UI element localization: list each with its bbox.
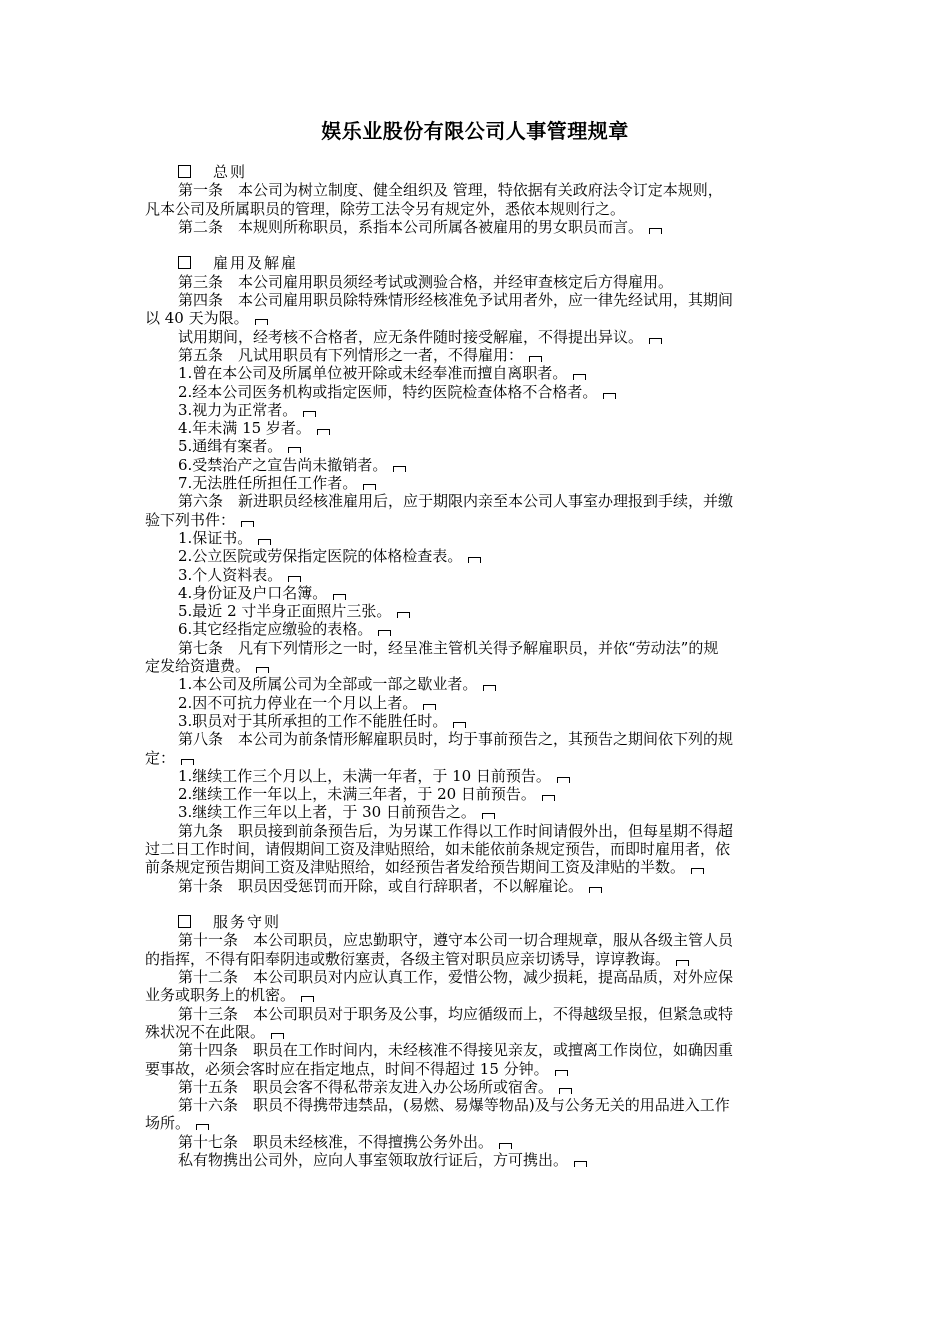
paragraph-line	[145, 877, 807, 895]
paragraph-mark-icon	[303, 411, 316, 417]
line-text: 第二条 本规则所称职员，系指本公司所属各被雇用的男女职员而言。	[178, 217, 644, 236]
paragraph-mark-icon	[499, 1143, 512, 1149]
line-text: 试用期间，经考核不合格者，应无条件随时接受解雇，不得提出异议。	[178, 327, 644, 346]
paragraph-mark-icon	[559, 1088, 572, 1094]
line-text: 的指挥，不得有阳奉阴违或敷衍塞责，各级主管对职员应亲切诱导，谆谆教诲。	[145, 949, 671, 968]
paragraph-line	[145, 1133, 807, 1151]
paragraph-line	[145, 1151, 807, 1169]
paragraph-continuation-line	[145, 1060, 807, 1078]
paragraph-continuation-line	[145, 858, 807, 876]
paragraph-mark-icon	[378, 630, 391, 636]
line-text: 第一条 本公司为树立制度、健全组织及 管理，特依据有关政府法令订定本规则，	[178, 181, 723, 200]
paragraph-line	[145, 328, 807, 346]
paragraph-line	[145, 620, 807, 638]
line-text: 7.无法胜任所担任工作者。	[178, 474, 358, 493]
paragraph-line	[145, 675, 807, 693]
line-text: 6.其它经指定应缴验的表格。	[178, 620, 373, 639]
paragraph-line	[145, 383, 807, 401]
line-text: 第六条 新进职员经核准雇用后，应于期限内亲至本公司人事室办理报到手续，并缴	[178, 492, 734, 511]
section-heading-text: 服务守则	[213, 913, 282, 932]
line-text: 凡本公司及所属职员的管理，除劳工法令另有规定外，悉依本规则行之。	[145, 199, 626, 218]
paragraph-line	[145, 931, 807, 949]
section-heading-text: 雇用及解雇	[213, 254, 299, 273]
line-text: 2.继续工作一年以上，未满三年者，于 20 日前预告。	[178, 785, 536, 804]
section-heading	[145, 913, 807, 931]
paragraph-line	[145, 291, 807, 309]
line-text: 第十二条 本公司职员对内应认真工作，爱惜公物，减少损耗，提高品质，对外应保	[178, 968, 734, 987]
line-text: 第十四条 职员在工作时间内，未经核准不得接见亲友，或擅离工作岗位，如确因重	[178, 1041, 734, 1060]
checkbox-square-icon	[178, 165, 191, 178]
line-text: 5.最近 2 寸半身正面照片三张。	[178, 602, 392, 621]
paragraph-continuation-line	[145, 1023, 807, 1041]
paragraph-mark-icon	[397, 612, 410, 618]
line-text: 第十六条 职员不得携带违禁品，(易燃、易爆等物品)及与公务无关的用品进入工作	[178, 1096, 730, 1115]
paragraph-line	[145, 1041, 807, 1059]
paragraph-line	[145, 492, 807, 510]
line-text: 4.身份证及户口名簿。	[178, 583, 328, 602]
line-text: 第九条 职员接到前条预告后，为另谋工作得以工作时间请假外出，但每星期不得超	[178, 821, 734, 840]
paragraph-mark-icon	[468, 557, 481, 563]
paragraph-mark-icon	[573, 374, 586, 380]
line-text: 定：	[145, 748, 176, 767]
line-text: 2.经本公司医务机构或指定医师，特约医院检查体格不合格者。	[178, 382, 598, 401]
paragraph-line	[145, 730, 807, 748]
paragraph-mark-icon	[181, 759, 194, 765]
paragraph-line	[145, 181, 807, 199]
checkbox-square-icon	[178, 256, 191, 269]
paragraph-mark-icon	[241, 521, 254, 527]
paragraph-mark-icon	[557, 777, 570, 783]
paragraph-mark-icon	[333, 594, 346, 600]
line-text: 1.本公司及所属公司为全部或一部之歇业者。	[178, 675, 478, 694]
paragraph-mark-icon	[529, 356, 542, 362]
paragraph-mark-icon	[393, 466, 406, 472]
paragraph-continuation-line	[145, 657, 807, 675]
line-text: 殊状况不在此限。	[145, 1022, 266, 1041]
document-body	[145, 163, 807, 1169]
paragraph-line	[145, 364, 807, 382]
paragraph-line	[145, 785, 807, 803]
paragraph-line	[145, 1078, 807, 1096]
line-text: 私有物携出公司外，应向人事室领取放行证后，方可携出。	[178, 1151, 569, 1170]
line-text: 第十条 职员因受惩罚而开除，或自行辞职者，不以解雇论。	[178, 876, 584, 895]
line-text: 第四条 本公司雇用职员除特殊情形经核准免予试用者外，应一律先经试用，其期间	[178, 291, 734, 310]
paragraph-mark-icon	[288, 447, 301, 453]
paragraph-mark-icon	[256, 667, 269, 673]
line-text: 1.保证书。	[178, 528, 253, 547]
paragraph-line	[145, 346, 807, 364]
paragraph-line	[145, 1005, 807, 1023]
paragraph-mark-icon	[676, 960, 689, 966]
paragraph-mark-icon	[482, 813, 495, 819]
line-text: 第八条 本公司为前条情形解雇职员时，均于事前预告之，其预告之期间依下列的规	[178, 730, 734, 749]
paragraph-mark-icon	[363, 484, 376, 490]
line-text: 前条规定预告期间工资及津贴照给，如经预告者发给预告期间工资及津贴的半数。	[145, 858, 686, 877]
line-text: 第五条 凡试用职员有下列情形之一者，不得雇用：	[178, 345, 524, 364]
paragraph-line	[145, 529, 807, 547]
paragraph-continuation-line	[145, 511, 807, 529]
paragraph-mark-icon	[301, 996, 314, 1002]
checkbox-square-icon	[178, 915, 191, 928]
paragraph-mark-icon	[423, 704, 436, 710]
line-text: 第三条 本公司雇用职员须经考试或测验合格，并经审查核定后方得雇用。	[178, 272, 674, 291]
paragraph-mark-icon	[483, 685, 496, 691]
paragraph-mark-icon	[691, 868, 704, 874]
line-text: 定发给资遣费。	[145, 657, 251, 676]
paragraph-line	[145, 547, 807, 565]
line-text: 业务或职务上的机密。	[145, 986, 296, 1005]
paragraph-continuation-line	[145, 950, 807, 968]
section-spacer	[145, 236, 807, 254]
paragraph-mark-icon	[649, 338, 662, 344]
line-text: 2.因不可抗力停业在一个月以上者。	[178, 693, 418, 712]
line-text: 3.继续工作三年以上者，于 30 日前预告之。	[178, 803, 476, 822]
line-text: 1.曾在本公司及所属单位被开除或未经奉准而擅自离职者。	[178, 364, 568, 383]
paragraph-line	[145, 1096, 807, 1114]
line-text: 5.通缉有案者。	[178, 437, 283, 456]
line-text: 4.年未满 15 岁者。	[178, 419, 311, 438]
paragraph-mark-icon	[317, 429, 330, 435]
line-text: 第七条 凡有下列情形之一时，经呈准主管机关得予解雇职员，并依“劳动法”的规	[178, 638, 719, 657]
section-spacer	[145, 895, 807, 913]
section-heading	[145, 163, 807, 181]
paragraph-line	[145, 694, 807, 712]
line-text: 3.视力为正常者。	[178, 400, 298, 419]
paragraph-line	[145, 273, 807, 291]
paragraph-line	[145, 822, 807, 840]
paragraph-mark-icon	[271, 1033, 284, 1039]
paragraph-line	[145, 602, 807, 620]
paragraph-line	[145, 401, 807, 419]
line-text: 验下列书件：	[145, 510, 236, 529]
section-heading-text: 总则	[213, 163, 248, 181]
line-text: 过二日工作时间，请假期间工资及津贴照给，如未能依前条规定预告，而即时雇用者，依	[145, 839, 731, 858]
line-text: 3.职员对于其所承担的工作不能胜任时。	[178, 711, 448, 730]
paragraph-line	[145, 803, 807, 821]
paragraph-mark-icon	[555, 1070, 568, 1076]
paragraph-line	[145, 968, 807, 986]
line-text: 第十三条 本公司职员对于职务及公事，均应循级而上，不得越级呈报，但紧急或特	[178, 1004, 734, 1023]
paragraph-mark-icon	[574, 1161, 587, 1167]
paragraph-mark-icon	[288, 576, 301, 582]
paragraph-line	[145, 566, 807, 584]
paragraph-mark-icon	[196, 1124, 209, 1130]
paragraph-continuation-line	[145, 840, 807, 858]
paragraph-line	[145, 639, 807, 657]
line-text: 第十五条 职员会客不得私带亲友进入办公场所或宿舍。	[178, 1077, 554, 1096]
paragraph-continuation-line	[145, 986, 807, 1004]
document-title: 娱乐业股份有限公司人事管理规章	[321, 119, 629, 143]
paragraph-line	[145, 419, 807, 437]
paragraph-line	[145, 218, 807, 236]
line-text: 场所。	[145, 1114, 191, 1133]
paragraph-continuation-line	[145, 309, 807, 327]
paragraph-mark-icon	[542, 795, 555, 801]
line-text: 第十七条 职员未经核准，不得擅携公务外出。	[178, 1132, 494, 1151]
paragraph-mark-icon	[255, 319, 268, 325]
line-text: 第十一条 本公司职员，应忠勤职守，遵守本公司一切合理规章，服从各级主管人员	[178, 931, 734, 950]
paragraph-line	[145, 712, 807, 730]
paragraph-continuation-line	[145, 1114, 807, 1132]
paragraph-line	[145, 474, 807, 492]
paragraph-mark-icon	[603, 393, 616, 399]
line-text: 6.受禁治产之宣告尚未撤销者。	[178, 455, 388, 474]
line-text: 2.公立医院或劳保指定医院的体格检查表。	[178, 547, 463, 566]
line-text: 要事故，必须会客时应在指定地点，时间不得超过 15 分钟。	[145, 1059, 549, 1078]
paragraph-mark-icon	[453, 722, 466, 728]
paragraph-line	[145, 767, 807, 785]
paragraph-line	[145, 437, 807, 455]
paragraph-mark-icon	[258, 539, 271, 545]
paragraph-continuation-line	[145, 200, 807, 218]
paragraph-mark-icon	[649, 228, 662, 234]
paragraph-mark-icon	[589, 887, 602, 893]
line-text: 1.继续工作三个月以上，未满一年者，于 10 日前预告。	[178, 766, 551, 785]
paragraph-line	[145, 456, 807, 474]
paragraph-line	[145, 584, 807, 602]
section-heading	[145, 254, 807, 272]
line-text: 以 40 天为限。	[145, 309, 249, 328]
paragraph-continuation-line	[145, 749, 807, 767]
line-text: 3.个人资料表。	[178, 565, 283, 584]
